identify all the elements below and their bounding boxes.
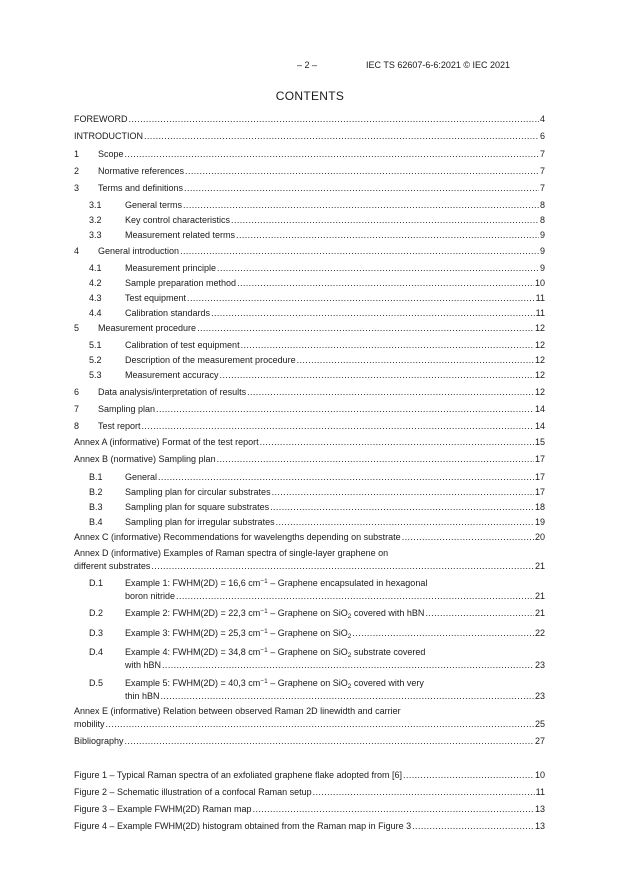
toc-number: 7 (74, 404, 80, 414)
toc-page: 12 (534, 370, 545, 380)
toc-entry-general-introduction[interactable] (74, 245, 545, 257)
toc-entry-terms-definitions[interactable] (74, 182, 545, 194)
toc-label: Annex E (informative) Relation between observed Raman 2D linewidth and carrier (74, 706, 401, 716)
toc-label: Data analysis/interpretation of results (98, 387, 247, 397)
toc-entry-d1-cont[interactable] (74, 590, 545, 602)
toc-label: substrate covered (351, 647, 426, 657)
standard-identifier: IEC TS 62607-6-6:2021 © IEC 2021 (366, 60, 511, 70)
toc-page: 21 (534, 608, 545, 618)
toc-entry-b3[interactable] (74, 501, 545, 513)
toc-page: 7 (539, 183, 545, 193)
toc-number: 4.1 (89, 263, 102, 273)
toc-label: INTRODUCTION (74, 131, 143, 141)
toc-entry-sampling-plan[interactable] (74, 403, 545, 415)
toc-label: Calibration standards (125, 308, 211, 318)
toc-page: 9 (539, 230, 545, 240)
subscript: 2 (347, 683, 352, 690)
toc-entry-sample-preparation[interactable] (74, 277, 545, 289)
figure-entry-4[interactable] (74, 820, 545, 832)
toc-number: 5 (74, 323, 80, 333)
toc-entry-b1[interactable] (74, 471, 545, 483)
toc-page: 22 (534, 628, 545, 638)
toc-label: Terms and definitions (98, 183, 184, 193)
toc-page: 14 (534, 404, 545, 414)
toc-page: 17 (534, 454, 545, 464)
toc-label: General terms (125, 200, 183, 210)
superscript: −1 (260, 608, 268, 615)
toc-page: 14 (534, 421, 545, 431)
toc-label: Annex B (normative) Sampling plan (74, 454, 216, 464)
toc-entry-d4-cont[interactable] (74, 659, 545, 671)
toc-label: Test report (98, 421, 141, 431)
toc-entry-test-equipment[interactable] (74, 292, 545, 304)
toc-entry-d3[interactable] (74, 627, 545, 639)
toc-label: Normative references (98, 166, 185, 176)
toc-page: 15 (534, 437, 545, 447)
toc-page: 25 (534, 719, 545, 729)
toc-entry-measurement-procedure[interactable] (74, 322, 545, 334)
toc-entry-d1[interactable] (74, 577, 545, 589)
toc-page: 10 (534, 278, 545, 288)
toc-label: Measurement principle (125, 263, 217, 273)
subscript: 2 (347, 633, 352, 640)
toc-page: 23 (534, 660, 545, 670)
toc-number: 5.3 (89, 370, 102, 380)
toc-page: 13 (534, 804, 545, 814)
toc-page: 27 (534, 736, 545, 746)
toc-number: D.4 (89, 647, 104, 657)
figure-label: Figure 1 – Typical Raman spectra of an exfoliated graphene flake adopted from [6] (74, 770, 403, 780)
toc-entry-d5[interactable] (74, 677, 545, 689)
toc-number: 1 (74, 149, 80, 159)
toc-label: Annex C (informative) Recommendations for wavelengths depending on substrate (74, 532, 401, 542)
toc-number: D.3 (89, 628, 104, 638)
toc-label: Sampling plan for square substrates (125, 502, 270, 512)
toc-page: 10 (534, 770, 545, 780)
toc-page: 9 (539, 246, 545, 256)
toc-page: 17 (534, 472, 545, 482)
toc-label: Description of the measurement procedure (125, 355, 296, 365)
toc-number: 4.2 (89, 278, 102, 288)
toc-page: 19 (534, 517, 545, 527)
toc-entry-b4[interactable] (74, 516, 545, 528)
toc-entry-data-analysis[interactable] (74, 386, 545, 398)
toc-entry-d5-cont[interactable] (74, 690, 545, 702)
toc-label: mobility (74, 719, 105, 729)
toc-entry-annex-d[interactable] (74, 547, 545, 559)
toc-entry-scope[interactable] (74, 148, 545, 160)
toc-label: thin hBN (125, 691, 160, 701)
toc-label: Example 5: FWHM(2D) = 40,3 cm (125, 678, 261, 688)
toc-number: B.2 (89, 487, 103, 497)
toc-entry-annex-e[interactable] (74, 705, 545, 717)
toc-label: Sample preparation method (125, 278, 237, 288)
toc-page: 17 (534, 487, 545, 497)
toc-label: Sampling plan (98, 404, 156, 414)
toc-page: 12 (534, 387, 545, 397)
toc-label: different substrates (74, 561, 151, 571)
figure-label: Figure 2 – Schematic illustration of a confocal Raman setup (74, 787, 312, 797)
toc-page: 11 (535, 787, 545, 797)
toc-page: 20 (534, 532, 545, 542)
toc-page: 6 (539, 131, 545, 141)
toc-page: 11 (535, 293, 545, 303)
toc-label: covered with hBN (351, 608, 425, 618)
toc-label: Example 2: FWHM(2D) = 22,3 cm (125, 608, 261, 618)
toc-number: 5.1 (89, 340, 102, 350)
toc-label: Bibliography (74, 736, 124, 746)
toc-entry-test-report[interactable] (74, 420, 545, 432)
toc-entry-calibration-equipment[interactable] (74, 339, 545, 351)
superscript: −1 (260, 647, 268, 654)
toc-label: Example 1: FWHM(2D) = 16,6 cm (125, 578, 261, 588)
toc-entry-annex-d-cont[interactable] (74, 560, 545, 572)
toc-entry-measurement-accuracy[interactable] (74, 369, 545, 381)
toc-page: 7 (539, 166, 545, 176)
toc-label: Sampling plan for circular substrates (125, 487, 271, 497)
toc-entry-d4[interactable] (74, 646, 545, 658)
toc-number: 2 (74, 166, 80, 176)
superscript: −1 (260, 578, 268, 585)
toc-page: 9 (539, 263, 545, 273)
toc-label: Scope (98, 149, 124, 159)
toc-number: D.2 (89, 608, 104, 618)
toc-label: Annex A (informative) Format of the test report (74, 437, 259, 447)
superscript: −1 (260, 628, 268, 635)
toc-page: 7 (539, 149, 545, 159)
toc-number: 3.1 (89, 200, 102, 210)
page-number: – 2 – (297, 60, 318, 70)
toc-entry-key-control[interactable] (74, 214, 545, 226)
toc-label: Measurement procedure (98, 323, 197, 333)
toc-entry-procedure-description[interactable] (74, 354, 545, 366)
superscript: −1 (260, 678, 268, 685)
toc-page: 12 (534, 340, 545, 350)
toc-page: 21 (534, 591, 545, 601)
toc-label: Example 3: FWHM(2D) = 25,3 cm (125, 628, 261, 638)
toc-number: 3 (74, 183, 80, 193)
toc-page: 18 (534, 502, 545, 512)
toc-number: B.4 (89, 517, 103, 527)
toc-number: 3.2 (89, 215, 102, 225)
toc-label: FOREWORD (74, 114, 128, 124)
figure-entry-1[interactable] (74, 769, 545, 781)
toc-entry-measurement-principle[interactable] (74, 262, 545, 274)
toc-number: B.3 (89, 502, 103, 512)
toc-entry-calibration-standards[interactable] (74, 307, 545, 319)
toc-label: covered with very (351, 678, 424, 688)
subscript: 2 (347, 613, 352, 620)
toc-entry-bibliography[interactable] (74, 735, 545, 747)
toc-page: 23 (534, 691, 545, 701)
figure-entry-2[interactable] (74, 786, 545, 798)
toc-label: General (125, 472, 158, 482)
toc-entry-d2[interactable] (74, 607, 545, 619)
toc-number: 8 (74, 421, 80, 431)
toc-label: Calibration of test equipment (125, 340, 240, 350)
figure-label: Figure 4 – Example FWHM(2D) histogram obtained from the Raman map in Figure 3 (74, 821, 412, 831)
toc-label: Example 4: FWHM(2D) = 34,8 cm (125, 647, 261, 657)
toc-page: 8 (539, 215, 545, 225)
toc-label: Annex D (informative) Examples of Raman spectra of single-layer graphene on (74, 548, 389, 558)
toc-page: 12 (534, 323, 545, 333)
toc-page: 21 (534, 561, 545, 571)
toc-entry-measurement-terms[interactable] (74, 229, 545, 241)
toc-label: Measurement related terms (125, 230, 236, 240)
toc-entry-foreword[interactable] (74, 113, 545, 125)
toc-page: 4 (539, 114, 545, 124)
toc-entry-general-terms[interactable] (74, 199, 545, 211)
toc-label: General introduction (98, 246, 180, 256)
toc-number: D.1 (89, 578, 104, 588)
toc-entry-annex-a[interactable] (74, 436, 545, 448)
toc-label: boron nitride (125, 591, 176, 601)
figure-entry-3[interactable] (74, 803, 545, 815)
toc-label: Key control characteristics (125, 215, 231, 225)
toc-label: Measurement accuracy (125, 370, 219, 380)
toc-label: – Graphene on SiO (267, 647, 348, 657)
toc-number: B.1 (89, 472, 103, 482)
subscript: 2 (347, 652, 352, 659)
toc-label: – Graphene on SiO (267, 678, 348, 688)
toc-number: D.5 (89, 678, 104, 688)
toc-number: 4.3 (89, 293, 102, 303)
toc-number: 3.3 (89, 230, 102, 240)
toc-entry-annex-e-cont[interactable] (74, 718, 545, 730)
toc-number: 5.2 (89, 355, 102, 365)
toc-label: with hBN (125, 660, 162, 670)
toc-entry-annex-b[interactable] (74, 453, 545, 465)
toc-number: 6 (74, 387, 80, 397)
toc-page: 12 (534, 355, 545, 365)
figure-label: Figure 3 – Example FWHM(2D) Raman map (74, 804, 252, 814)
toc-number: 4.4 (89, 308, 102, 318)
page-header (0, 60, 620, 74)
toc-label: – Graphene on SiO (267, 608, 348, 618)
toc-page: 13 (534, 821, 545, 831)
toc-label: – Graphene encapsulated in hexagonal (267, 578, 428, 588)
toc-page: 8 (539, 200, 545, 210)
toc-label: Test equipment (125, 293, 187, 303)
toc-entry-normative-references[interactable] (74, 165, 545, 177)
toc-label: – Graphene on SiO (267, 628, 348, 638)
toc-number: 4 (74, 246, 80, 256)
toc-entry-annex-c[interactable] (74, 531, 545, 543)
toc-entry-introduction[interactable] (74, 130, 545, 142)
toc-entry-b2[interactable] (74, 486, 545, 498)
contents-title: CONTENTS (275, 89, 345, 103)
toc-page: 11 (535, 308, 545, 318)
toc-label: Sampling plan for irregular substrates (125, 517, 275, 527)
